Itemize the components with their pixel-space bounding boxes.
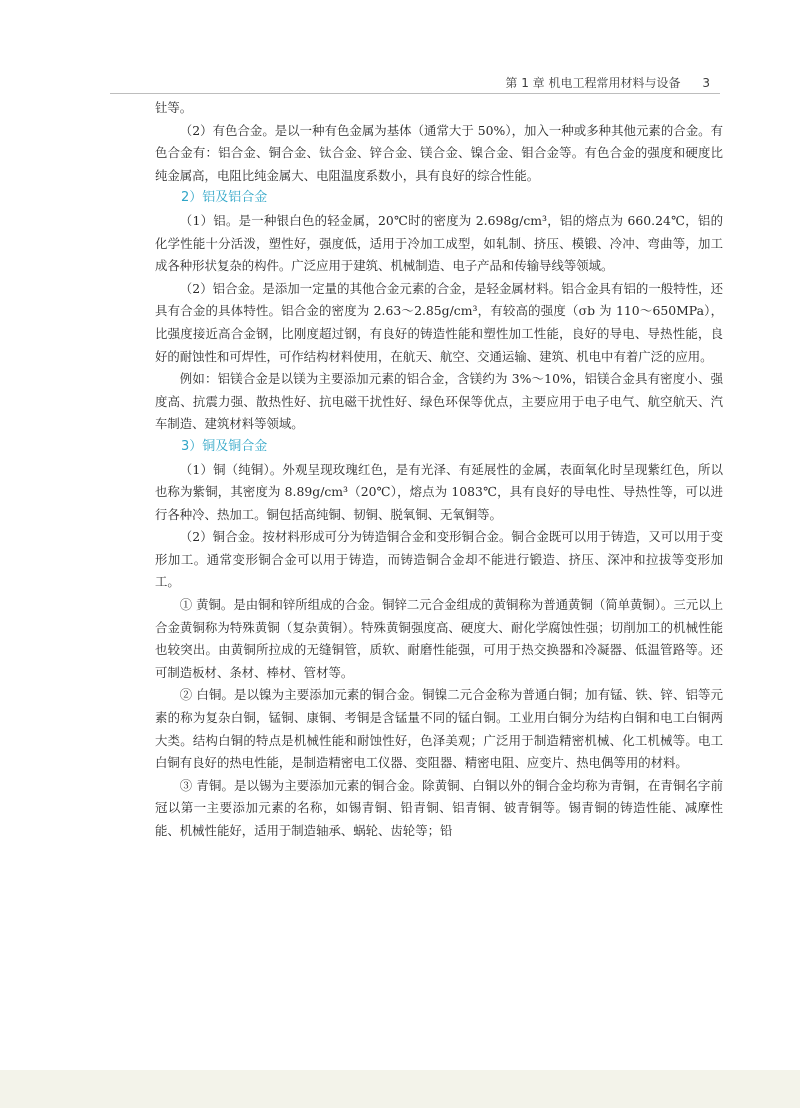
chapter-title: 机电工程常用材料与设备 [548, 76, 681, 90]
section-heading-aluminum: 2）铝及铝合金 [181, 190, 268, 206]
paragraph-aluminum-alloy: （2）铝合金。是添加一定量的其他合金元素的合金，是轻金属材料。铝合金具有铝的一般特性，还具有合金的具体特性。铝合金的密度为 2.63～2.85g/cm³，有较高的强度（σb 为 110～650MPa），比强度接近高合金钢，比刚度超过钢，有良好的铸造性能和塑性加工性能，良好的导电、导热性能，良好的耐蚀性和可焊性，可作结构材料使用，在航天、航空、交通运输、建筑、机电中有着广泛的应用。 [155, 280, 723, 364]
paragraph-aluminum: （1）铝。是一种银白色的轻金属，20℃时的密度为 2.698g/cm³，铝的熔点为 660.24℃，铝的化学性能十分活泼，塑性好，强度低，适用于冷加工成型，如轧制、挤压、模锻、冷冲、弯曲等，加工成各种形状复杂的构件。广泛应用于建筑、机械制造、电子产品和传输导线等领域。 [155, 212, 723, 274]
paragraph-cupronickel: ② 白铜。是以镍为主要添加元素的铜合金。铜镍二元合金称为普通白铜；加有锰、铁、锌、铝等元素的称为复杂白铜，锰铜、康铜、考铜是含锰量不同的锰白铜。工业用白铜分为结构白铜和电工白铜两大类。结构白铜的特点是机械性能和耐蚀性好，色泽美观；广泛用于制造精密机械、化工机械等。电工白铜有良好的热电性能，是制造精密电工仪器、变阻器、精密电阻、应变片、热电偶等用的材料。 [155, 687, 723, 771]
paragraph-copper-alloy: （2）铜合金。按材料形成可分为铸造铜合金和变形铜合金。铜合金既可以用于铸造，又可以用于变形加工。通常变形铜合金可以用于铸造，而铸造铜合金却不能进行锻造、挤压、深冲和拉拔等变形加工。 [155, 529, 723, 590]
paragraph-aluminum-magnesium-example: 例如：铝镁合金是以镁为主要添加元素的铝合金，含镁约为 3%～10%，铝镁合金具有密度小、强度高、抗震力强、散热性好、抗电磁干扰性好、绿色环保等优点，主要应用于电子电气、航空航天、汽车制造、建筑材料等领域。 [155, 371, 723, 432]
page-number: 3 [702, 76, 710, 90]
paragraph-brass: ① 黄铜。是由铜和锌所组成的合金。铜锌二元合金组成的黄铜称为普通黄铜（简单黄铜）。三元以上合金黄铜称为特殊黄铜（复杂黄铜）。特殊黄铜强度高、硬度大、耐化学腐蚀性强；切削加工的机械性能也较突出。由黄铜所拉成的无缝铜管，质软、耐磨性能强，可用于热交换器和冷凝器、低温管路等。还可制造板材、条材、棒材、管材等。 [155, 597, 723, 680]
header-rule [110, 93, 720, 94]
chapter-label: 第 1 章 [505, 76, 545, 90]
paragraph-continued: 钍等。 [155, 100, 193, 115]
body-text [155, 97, 723, 843]
section-heading-copper: 3）铜及铜合金 [181, 438, 268, 454]
paragraph-nonferrous-alloy: （2）有色合金。是以一种有色金属为基体（通常大于 50%），加入一种或多种其他元素的合金。有色合金有：铝合金、铜合金、钛合金、锌合金、镁合金、镍合金、钼合金等。有色合金的强度和硬度比纯金属高，电阻比纯金属大、电阻温度系数小，具有良好的综合性能。 [155, 122, 723, 183]
running-header [110, 74, 710, 90]
paragraph-pure-copper: （1）铜（纯铜）。外观呈现玫瑰红色，是有光泽、有延展性的金属，表面氧化时呈现紫红色，所以也称为紫铜，其密度为 8.89g/cm³（20℃），熔点为 1083℃，具有良好的导电性、导热性等，可以进行各种冷、热加工。铜包括高纯铜、韧铜、脱氧铜、无氧铜等。 [155, 461, 723, 522]
paragraph-bronze: ③ 青铜。是以锡为主要添加元素的铜合金。除黄铜、白铜以外的铜合金均称为青铜，在青铜名字前冠以第一主要添加元素的名称，如锡青铜、铅青铜、铝青铜、铍青铜等。锡青铜的铸造性能、减摩性能、机械性能好，适用于制造轴承、蜗轮、齿轮等；铅 [155, 777, 723, 838]
page-bottom-strip [0, 1070, 800, 1108]
